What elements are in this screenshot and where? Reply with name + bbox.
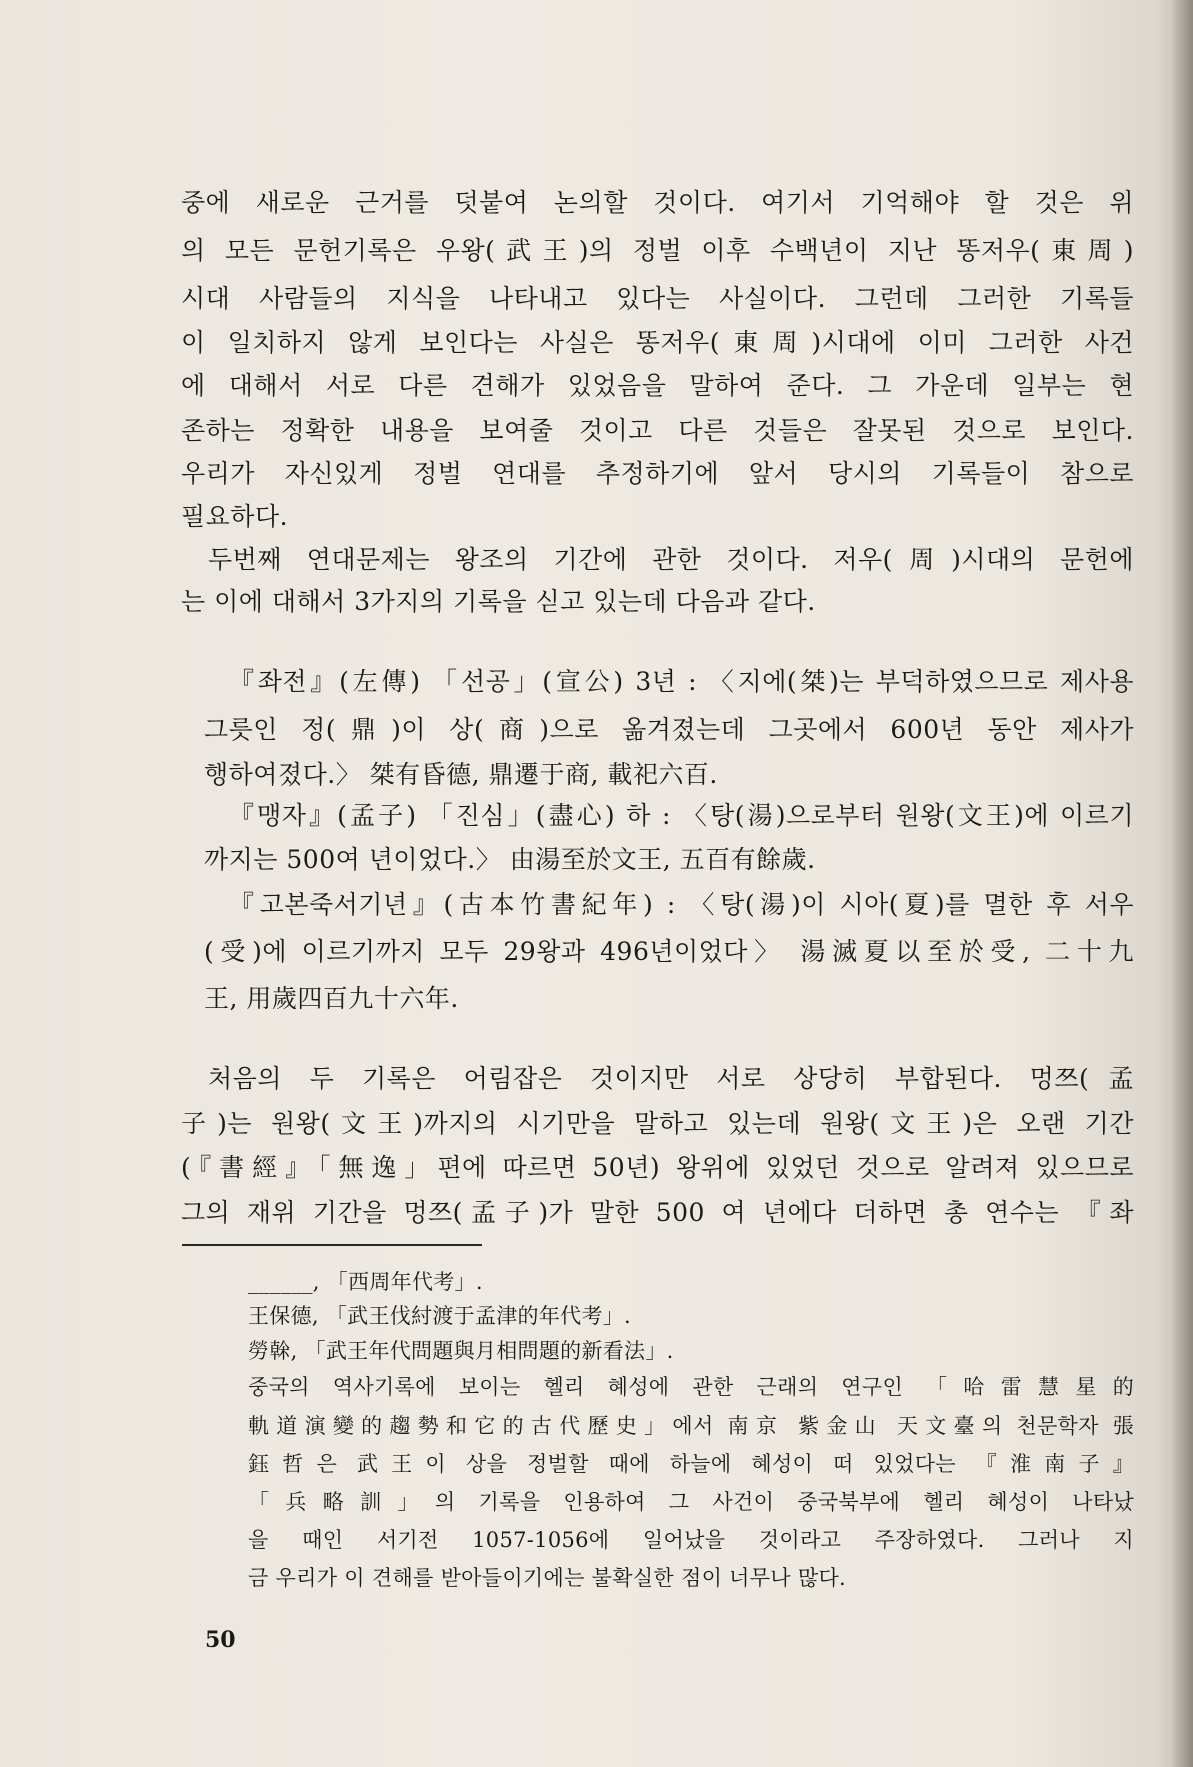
page-number: 50 (205, 1627, 236, 1653)
body-text-line: (『書經』「無逸」편에 따르면 50년) 왕위에 있었던 것으로 알려져 있으므로 (181, 1153, 1134, 1182)
body-text-line: 우리가 자신있게 정벌 연대를 추정하기에 앞서 당시의 기록들이 참으로 (181, 459, 1134, 488)
quotation-line: 까지는 500여 년이었다.〉 由湯至於文王, 五百有餘歲. (204, 845, 816, 874)
body-text-line: 존하는 정확한 내용을 보여줄 것이고 다른 것들은 잘못된 것으로 보인다. (181, 416, 1134, 445)
body-text-line: 처음의 두 기록은 어림잡은 것이지만 서로 상당히 부합된다. 멍쯔(孟 (208, 1064, 1134, 1093)
body-text-line: 의 모든 문헌기록은 우왕(武王)의 정벌 이후 수백년이 지난 똥저우(東周) (181, 236, 1134, 265)
body-text-line: 두번째 연대문제는 왕조의 기간에 관한 것이다. 저우(周)시대의 문헌에 (208, 545, 1134, 574)
footnote-line: 勞榦, 「武王年代問題與月相問題的新看法」. (248, 1339, 674, 1363)
footnote-line: 을 때인 서기전 1057-1056에 일어났을 것이라고 주장하였다. 그러나 지 (248, 1528, 1134, 1552)
body-text-line: 중에 새로운 근거를 덧붙여 논의할 것이다. 여기서 기억해야 할 것은 위 (181, 188, 1134, 217)
footnote-line: 중국의 역사기록에 보이는 헬리 혜성에 관한 근래의 연구인 「哈雷慧星的 (248, 1375, 1134, 1399)
body-text-line: 에 대해서 서로 다른 견해가 있었음을 말하여 준다. 그 가운데 일부는 현 (181, 371, 1134, 400)
body-text-line: 시대 사람들의 지식을 나타내고 있다는 사실이다. 그런데 그러한 기록들 (181, 284, 1134, 313)
footnote-line: 금 우리가 이 견해를 받아들이기에는 불확실한 점이 너무나 많다. (248, 1566, 847, 1590)
footnote-line: 鈺哲은 武王이 상을 정벌할 때에 하늘에 혜성이 떠 있었다는 『淮南子』 (248, 1452, 1134, 1476)
body-text-line: 그의 재위 기간을 멍쯔(孟子)가 말한 500 여 년에다 더하면 총 연수는 『좌 (181, 1198, 1134, 1227)
footnote-line: 王保德, 「武王伐紂渡于孟津的年代考」. (248, 1304, 632, 1328)
quotation-line: 『고본죽서기년』(古本竹書紀年) : 〈탕(湯)이 시아(夏)를 멸한 후 서우 (229, 890, 1134, 919)
footnote-line: 「兵略訓」의 기록을 인용하여 그 사건이 중국북부에 헬리 혜성이 나타났 (248, 1490, 1134, 1514)
quotation-line: 행하여졌다.〉 桀有昏德, 鼎遷于商, 載祀六百. (204, 760, 718, 789)
body-text-line: 子)는 원왕(文王)까지의 시기만을 말하고 있는데 원왕(文王)은 오랜 기간 (181, 1109, 1134, 1138)
quotation-line: 『맹자』(孟子) 「진심」(盡心) 하 : 〈탕(湯)으로부터 원왕(文王)에 이르기 (229, 801, 1134, 830)
footnote-line: 軌道演變的趨勢和它的古代歷史」에서 南京 紫金山 天文臺의 천문학자 張 (248, 1414, 1134, 1438)
quotation-line: 『좌전』(左傳) 「선공」(宣公) 3년 : 〈지에(桀)는 부덕하였으므로 제사용 (229, 667, 1134, 696)
footnote-separator (182, 1244, 482, 1246)
body-text-line: 필요하다. (181, 502, 289, 531)
binding-shadow (1171, 0, 1193, 1767)
quotation-line: (受)에 이르기까지 모두 29왕과 496년이었다〉 湯滅夏以至於受, 二十九 (204, 937, 1134, 966)
footnote-line: ______, 「西周年代考」. (248, 1270, 483, 1294)
quotation-line: 그릇인 정(鼎)이 상(商)으로 옮겨졌는데 그곳에서 600년 동안 제사가 (204, 715, 1134, 744)
body-text-line: 는 이에 대해서 3가지의 기록을 싣고 있는데 다음과 같다. (181, 587, 816, 616)
quotation-line: 王, 用歲四百九十六年. (204, 984, 459, 1013)
body-text-line: 이 일치하지 않게 보인다는 사실은 똥저우(東周)시대에 이미 그러한 사건 (181, 328, 1134, 357)
